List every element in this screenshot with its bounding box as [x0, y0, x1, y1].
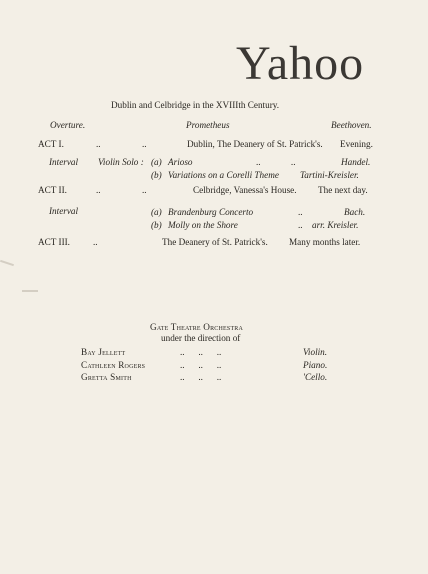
act2-dots-2: ..	[142, 185, 147, 195]
paper-crease	[0, 260, 14, 266]
overture-piece: Prometheus	[186, 120, 230, 130]
overture-label: Overture.	[50, 120, 86, 130]
interval2-item-a-composer: Bach.	[344, 207, 366, 217]
interval1-label: Interval	[49, 157, 79, 167]
act2-scene: Celbridge, Vanessa's House.	[193, 185, 297, 195]
interval2-item-a-dots: ..	[298, 207, 303, 217]
act2-time: The next day.	[318, 185, 368, 195]
interval2-item-a-marker: (a)	[151, 207, 162, 217]
act3-time: Many months later.	[289, 237, 361, 247]
act1-time: Evening.	[340, 139, 373, 149]
member-instrument: Piano.	[303, 360, 328, 370]
interval1-intro: Violin Solo :	[98, 157, 144, 167]
interval1-item-a-marker: (a)	[151, 157, 162, 167]
interval1-item-b-marker: (b)	[151, 170, 162, 180]
interval2-item-b-dots: ..	[298, 220, 303, 230]
interval2-item-b-marker: (b)	[151, 220, 162, 230]
interval1-item-b-piece: Variations on a Corelli Theme	[168, 170, 279, 180]
member-dots: .. .. ..	[180, 347, 222, 357]
act3-label: ACT III.	[38, 237, 70, 247]
interval1-item-b-composer: Tartini-Kreisler.	[300, 170, 359, 180]
member-name: Bay Jellett	[81, 347, 126, 357]
play-title: Yahoo	[236, 37, 365, 90]
member-instrument: Violin.	[303, 347, 328, 357]
orchestra-subheading: under the direction of	[161, 333, 241, 343]
interval1-item-a-composer: Handel.	[341, 157, 371, 167]
act2-dots-1: ..	[96, 185, 101, 195]
act1-label: ACT I.	[38, 139, 64, 149]
member-name: Cathleen Rogers	[81, 360, 146, 370]
orchestra-heading: Gate Theatre Orchestra	[150, 322, 244, 332]
act2-label: ACT II.	[38, 185, 67, 195]
interval1-item-a-dots: .. ..	[256, 157, 296, 167]
act1-dots-1: ..	[96, 139, 101, 149]
act3-dots-1: ..	[93, 237, 98, 247]
paper-crease	[22, 290, 38, 292]
interval2-item-a-piece: Brandenburg Concerto	[168, 207, 254, 217]
act3-scene: The Deanery of St. Patrick's.	[162, 237, 268, 247]
interval1-item-a-piece: Arioso	[168, 157, 193, 167]
member-instrument: 'Cello.	[303, 372, 328, 382]
act1-dots-2: ..	[142, 139, 147, 149]
member-name: Gretta Smith	[81, 372, 132, 382]
member-dots: .. .. ..	[180, 372, 222, 382]
act1-scene: Dublin, The Deanery of St. Patrick's.	[187, 139, 323, 149]
overture-composer: Beethoven.	[331, 120, 372, 130]
member-dots: .. .. ..	[180, 360, 222, 370]
interval2-item-b-piece: Molly on the Shore	[168, 220, 238, 230]
interval2-item-b-composer: arr. Kreisler.	[312, 220, 359, 230]
interval2-label: Interval	[49, 206, 79, 216]
setting-line: Dublin and Celbridge in the XVIIIth Century.	[111, 100, 280, 110]
